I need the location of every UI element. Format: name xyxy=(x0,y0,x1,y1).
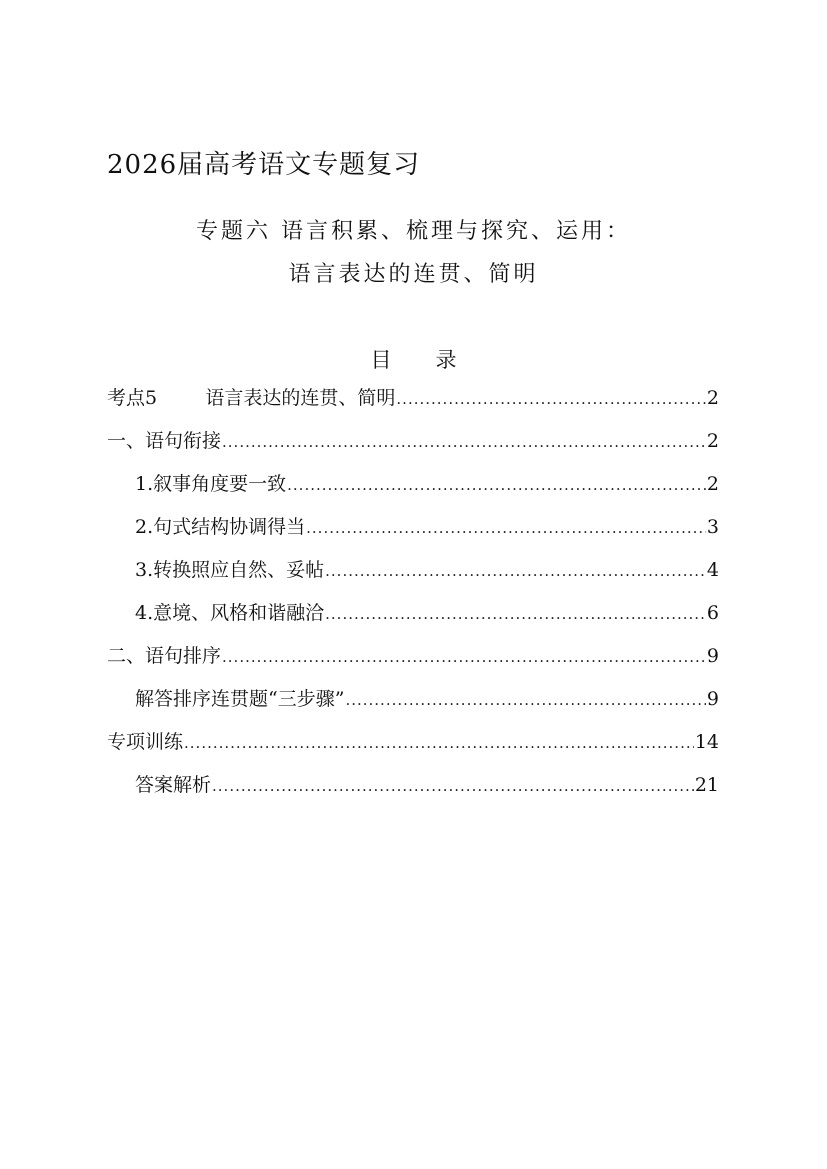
table-of-contents xyxy=(107,383,719,813)
toc-entry-page: 2 xyxy=(706,387,719,409)
toc-entry-special-training[interactable] xyxy=(107,727,719,770)
toc-entry-label: 4.意境、风格和谐融洽 xyxy=(135,602,325,624)
toc-entry-sentence-ordering[interactable] xyxy=(107,641,719,684)
toc-entry-page: 4 xyxy=(706,559,719,581)
toc-entry-three-steps[interactable] xyxy=(107,684,719,727)
toc-heading xyxy=(0,344,827,374)
toc-entry-answer-analysis[interactable] xyxy=(107,770,719,813)
toc-entry-sentence-structure[interactable] xyxy=(107,512,719,555)
toc-dot-leader xyxy=(184,728,694,758)
toc-entry-page: 9 xyxy=(706,645,719,667)
toc-entry-label: 3.转换照应自然、妥帖 xyxy=(135,559,325,581)
toc-heading-part-1: 目 xyxy=(370,348,392,372)
toc-entry-narrative-angle[interactable] xyxy=(107,469,719,512)
toc-dot-leader xyxy=(212,771,694,801)
toc-entry-label: 专项训练 xyxy=(107,731,184,753)
topic-title-line-1: 专题六 语言积累、梳理与探究、运用： xyxy=(196,219,631,244)
toc-dot-leader xyxy=(396,384,706,414)
toc-entry-kaodian-5[interactable] xyxy=(107,383,719,426)
toc-entry-page: 21 xyxy=(694,774,719,796)
toc-entry-sentence-cohesion[interactable] xyxy=(107,426,719,469)
toc-dot-leader xyxy=(345,685,705,715)
toc-dot-leader xyxy=(287,470,706,500)
toc-entry-page: 2 xyxy=(706,473,719,495)
toc-entry-page: 3 xyxy=(706,516,719,538)
toc-entry-label: 二、语句排序 xyxy=(107,645,222,667)
toc-entry-page: 9 xyxy=(706,688,719,710)
toc-entry-label: 解答排序连贯题“三步骤” xyxy=(135,688,345,710)
toc-dot-leader xyxy=(325,556,706,586)
topic-title-line-2: 语言表达的连贯、简明 xyxy=(288,262,539,287)
document-title: 2026届高考语文专题复习 xyxy=(107,150,421,180)
toc-dot-leader xyxy=(222,642,706,672)
toc-entry-style-harmony[interactable] xyxy=(107,598,719,641)
toc-entry-label: 1.叙事角度要一致 xyxy=(135,473,287,495)
toc-entry-label: 考点5 语言表达的连贯、简明 xyxy=(107,387,396,409)
toc-entry-label: 答案解析 xyxy=(135,774,212,796)
toc-entry-page: 14 xyxy=(694,731,719,753)
toc-dot-leader xyxy=(306,513,706,543)
toc-heading-part-2: 录 xyxy=(435,348,457,372)
toc-entry-label: 2.句式结构协调得当 xyxy=(135,516,306,538)
toc-dot-leader xyxy=(325,599,706,629)
toc-entry-transition[interactable] xyxy=(107,555,719,598)
toc-entry-label: 一、语句衔接 xyxy=(107,430,222,452)
toc-dot-leader xyxy=(222,427,706,457)
toc-entry-page: 2 xyxy=(706,430,719,452)
toc-entry-page: 6 xyxy=(706,602,719,624)
